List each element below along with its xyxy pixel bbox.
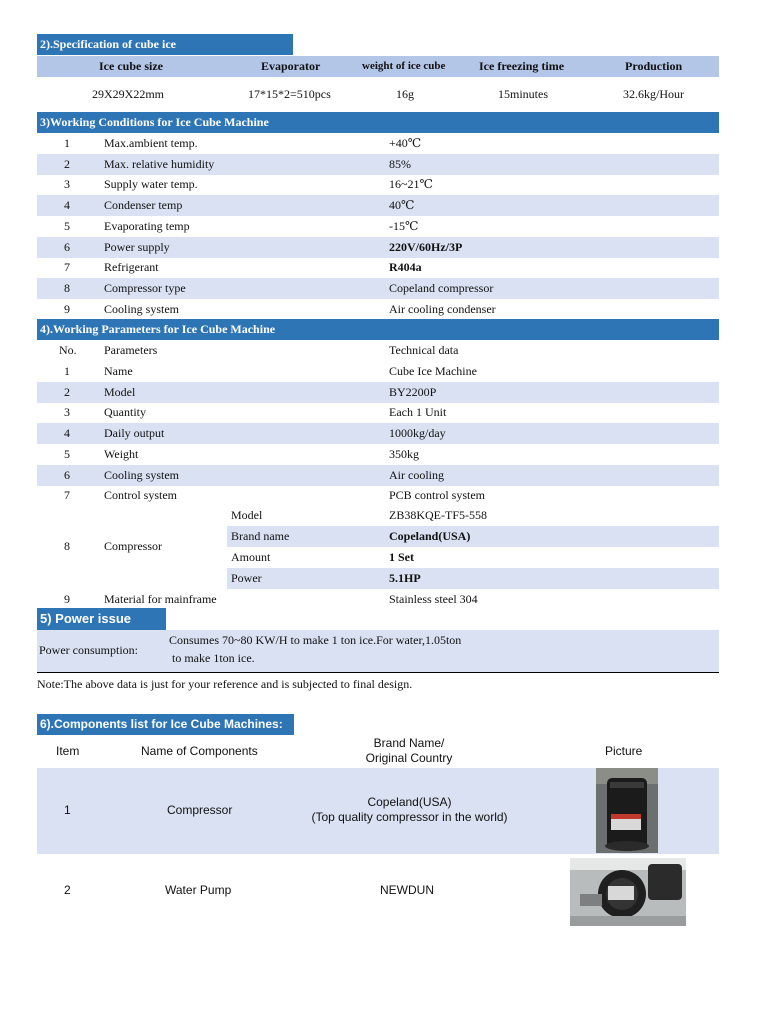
condition-value: R404a [389, 260, 422, 275]
condition-value: 220V/60Hz/3P [389, 239, 463, 254]
condition-value: 16~21℃ [389, 177, 433, 192]
parameter-value: Cube Ice Machine [389, 364, 477, 378]
spec-header-evaporator: Evaporator [261, 59, 321, 73]
compressor-amount-row [227, 547, 719, 568]
component-item-1: 1 [64, 803, 71, 817]
parameter-name: Quantity [104, 405, 146, 420]
parameter-no: 1 [64, 364, 70, 378]
condition-name: Cooling system [104, 301, 180, 316]
condition-name: Supply water temp. [104, 177, 198, 192]
parameter-value: 350kg [389, 446, 419, 461]
parameter-name: Name [104, 364, 133, 378]
condition-row [37, 257, 719, 278]
power-row [37, 630, 719, 672]
compressor-no: 8 [64, 539, 70, 553]
parameter-no: 2 [64, 384, 70, 399]
component-name-1: Compressor [167, 803, 233, 817]
condition-value: 85% [389, 156, 411, 171]
condition-row [37, 216, 719, 237]
compressor-model-value: ZB38KQE-TF5-558 [389, 508, 487, 522]
components-header-name: Name of Components [141, 744, 258, 758]
spec-header-freezing: Ice freezing time [479, 59, 565, 73]
power-label: Power consumption: [39, 643, 138, 657]
component-row-water-pump [37, 854, 719, 926]
spec-header-row [37, 56, 719, 77]
condition-name: Max. relative humidity [104, 156, 215, 171]
compressor-brand-label: Brand name [231, 529, 290, 543]
parameter-value: Each 1 Unit [389, 405, 447, 420]
condition-value: Copeland compressor [389, 280, 494, 295]
condition-no: 4 [64, 198, 70, 213]
condition-value: +40℃ [389, 136, 422, 150]
parameters-section-title: 4).Working Parameters for Ice Cube Machine [37, 319, 719, 340]
component-name-2: Water Pump [165, 883, 232, 897]
parameters-header-row [37, 340, 719, 361]
parameter-row [37, 402, 719, 423]
parameter-name: Control system [104, 488, 178, 503]
condition-name: Max.ambient temp. [104, 136, 198, 150]
condition-value: Air cooling condenser [389, 301, 496, 316]
parameter-value: 1000kg/day [389, 426, 446, 441]
mainframe-no: 9 [64, 592, 70, 606]
components-header-brand [329, 736, 489, 766]
condition-no: 3 [64, 177, 70, 192]
components-section-title: 6).Components list for Ice Cube Machines: [37, 714, 294, 735]
components-header-picture: Picture [605, 744, 643, 758]
condition-row [37, 195, 719, 216]
compressor-power-value: 5.1HP [389, 571, 421, 585]
parameter-no: 3 [64, 405, 70, 420]
mainframe-value: Stainless steel 304 [389, 592, 478, 606]
spec-header-production: Production [625, 59, 683, 73]
conditions-section-title: 3)Working Conditions for Ice Cube Machine [37, 112, 719, 133]
parameters-header-value: Technical data [389, 343, 459, 357]
parameter-row [37, 423, 719, 444]
spec-header-size: Ice cube size [99, 59, 163, 73]
parameters-header-name: Parameters [104, 343, 158, 357]
parameter-value: PCB control system [389, 488, 486, 503]
condition-row [37, 154, 719, 175]
compressor-amount-label: Amount [231, 550, 271, 564]
parameter-row [37, 485, 719, 506]
parameter-name: Daily output [104, 426, 165, 441]
condition-name: Refrigerant [104, 260, 159, 275]
water-pump-photo [570, 858, 686, 926]
condition-no: 1 [64, 136, 70, 150]
power-line-2: to make 1ton ice. [169, 651, 255, 665]
parameter-no: 5 [64, 446, 70, 461]
compressor-power-label: Power [231, 571, 262, 585]
spec-value-production: 32.6kg/Hour [623, 87, 684, 101]
compressor-label: Compressor [104, 539, 162, 553]
component-brand-1-line2: (Top quality compressor in the world) [311, 810, 508, 824]
component-brand-1-line1: Copeland(USA) [367, 795, 452, 809]
parameter-no: 6 [64, 467, 70, 482]
compressor-brand-row [227, 526, 719, 547]
components-header-row [37, 736, 719, 768]
parameter-name: Model [104, 384, 136, 399]
condition-row [37, 299, 719, 320]
condition-value: -15℃ [389, 218, 419, 233]
power-line-1: Consumes 70~80 KW/H to make 1 ton ice.For water,1.05ton [169, 633, 462, 647]
compressor-power-row [227, 568, 719, 589]
condition-name: Evaporating temp [104, 218, 190, 233]
component-item-2: 2 [64, 883, 71, 897]
parameter-row [37, 444, 719, 465]
condition-row [37, 174, 719, 195]
condition-row [37, 133, 719, 154]
spec-value-freezing: 15minutes [498, 87, 548, 101]
component-brand-2: NEWDUN [380, 883, 434, 897]
parameter-name: Weight [104, 446, 139, 461]
spec-value-size: 29X29X22mm [92, 87, 164, 101]
condition-name: Power supply [104, 239, 170, 254]
power-divider [37, 672, 719, 673]
power-section-title: 5) Power issue [37, 608, 166, 630]
note-text: Note:The above data is just for your reference and is subjected to final design. [37, 677, 413, 691]
parameters-header-no: No. [59, 343, 77, 357]
components-header-brand-line2: Original Country [365, 751, 453, 765]
condition-no: 5 [64, 218, 70, 233]
condition-no: 8 [64, 280, 70, 295]
condition-row [37, 278, 719, 299]
condition-no: 6 [64, 239, 70, 254]
components-header-brand-line1: Brand Name/ [373, 736, 445, 750]
condition-no: 7 [64, 260, 70, 275]
spec-value-row [37, 84, 719, 105]
condition-value: 40℃ [389, 198, 415, 213]
compressor-photo [596, 768, 658, 853]
mainframe-label: Material for mainframe [104, 592, 217, 606]
components-header-item: Item [56, 744, 80, 758]
condition-name: Condenser temp [104, 198, 183, 213]
condition-name: Compressor type [104, 280, 186, 295]
condition-no: 9 [64, 301, 70, 316]
spec-header-weight: weight of ice cube [362, 60, 446, 72]
compressor-amount-value: 1 Set [389, 550, 414, 564]
spec-value-weight: 16g [396, 87, 414, 101]
spec-value-evaporator: 17*15*2=510pcs [248, 87, 331, 101]
component-brand-1 [292, 795, 527, 825]
compressor-brand-value: Copeland(USA) [389, 529, 471, 543]
compressor-model-row [227, 505, 719, 526]
parameter-value: BY2200P [389, 384, 437, 399]
parameter-name: Cooling system [104, 467, 180, 482]
spec-section-title: 2).Specification of cube ice [37, 34, 293, 55]
condition-no: 2 [64, 156, 70, 171]
parameter-no: 4 [64, 426, 70, 441]
parameter-row [37, 382, 719, 403]
mainframe-row [37, 589, 719, 610]
compressor-model-label: Model [231, 508, 263, 522]
component-row-compressor [37, 768, 719, 854]
parameter-row [37, 465, 719, 486]
parameter-value: Air cooling [389, 467, 444, 482]
parameter-row [37, 361, 719, 382]
parameter-no: 7 [64, 488, 70, 503]
compressor-group [37, 505, 719, 589]
condition-row [37, 237, 719, 258]
